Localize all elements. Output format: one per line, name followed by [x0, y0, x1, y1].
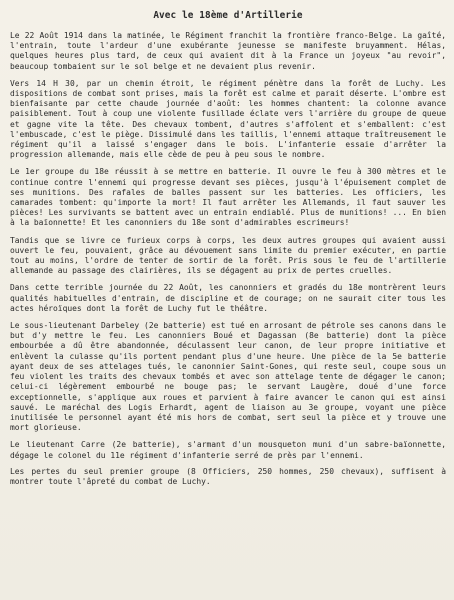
paragraph-lieutenant-carre: Le lieutenant Carre (2e batterie), s'armant d'un mousqueton muni d'un sabre-baïonnette, dégage le colonel du 11e régiment d'infanterie serré de près par l'ennemi.: [10, 440, 446, 460]
paragraph-other-groups: Tandis que se livre ce furieux corps à corps, les deux autres groupes qui avaient aussi ouvert le feu, pouvaient, grâce au dévouement sans limite du premier exécuter, en partie tout au moins, l'ordre de tenter de sortir de la forêt. Pris sous le feu de l'artillerie allemande au passage des clairières, ils se dégagent au prix de pertes cruelles.: [10, 235, 446, 276]
paragraph-losses: Les pertes du seul premier groupe (8 Officiers, 250 hommes, 250 chevaux), suffisent à montrer toute l'âpreté du combat de Luchy.: [10, 466, 446, 486]
paragraph-intro: Le 22 Août 1914 dans la matinée, le Régiment franchit la frontière franco-Belge. La gaîté, l'entrain, toute l'ardeur d'une exubérante jeunesse se manifeste bruyamment. Hélas, quelques heures plus tard, de ceux qui avaient dit à la France un joyeux "au revoir", beaucoup tombaient sur le sol belge et ne devaient plus revenir.: [10, 31, 446, 71]
paragraph-heroic-acts: Dans cette terrible journée du 22 Août, les canonniers et gradés du 18e montrèrent leurs qualités habituelles d'entrain, de discipline et de courage; on ne saurait citer tous les actes héroïques dont la forêt de Luchy fut le théâtre.: [10, 283, 446, 313]
page-title: Avec le 18ème d'Artillerie: [153, 10, 303, 21]
paragraph-individual-deeds: Le sous-lieutenant Darbeley (2e batterie) est tué en arrosant de pétrole ses canons dans le but d'y mettre le feu. Les canonniers Boué et Dagassan (8e batterie) dont la pièce embourbée a dû être abandonnée, déculassent leur canon, de leur propre initiative et enlèvent la culasse qu'ils portent pendant plus d'une heure. Une pièce de la 5e batterie ayant deux de ses attelages tués, le canonnier Saint-Gones, qui reste seul, coupe sous un feu violent les traits des chevaux tombés et avec son attelage tente de dégager le canon; celui-ci légèrement embourbé ne bouge pas; le servant Laugère, doué d'une force exceptionnelle, s'applique aux roues et parvient à faire avancer le canon qui est ainsi sauvé. Le maréchal des Logis Erhardt, agent de liaison au 3e groupe, voyant une pièce inutilisée le personnel ayant été mis hors de combat, sert seul la pièce et y trouve une mort glorieuse.: [10, 321, 446, 433]
paragraph-forest-ambush: Vers 14 H 30, par un chemin étroit, le régiment pénètre dans la forêt de Luchy. Les dispositions de combat sont prises, mais la forêt est calme et parait déserte. L'ombre est bienfaisante par cette chaude journée d'août: les hommes chantent: la colonne avance paisiblement. Tout à coup une violente fusillade éclate vers l'arrière du groupe de queue et gagne vite la tête. Des chevaux tombent, d'autres s'affolent et s'emballent: c'est l'embuscade, c'est le piège. Dissimulé dans les taillis, l'ennemi attaque traîtreusement le régiment qu'il a laissé s'engager dans le bois. L'infanterie essaie d'arrêter la progression allemande, mais elle cède de peu à peu sous le nombre.: [10, 78, 446, 160]
paragraph-first-group: Le 1er groupe du 18e réussit à se mettre en batterie. Il ouvre le feu à 300 mètres et le continue contre l'ennemi qui progresse devant ses pièces, jusqu'à l'épuisement complet de ses munitions. Des rafales de balles passent sur les batteries. Les officiers, les camarades tombent: qu'importe la mort! Il faut arrêter les Allemands, il faut sauver les pièces! Les survivants se battent avec un entrain endiablé. Plus de munitions! ... En bien à la baïonnette! Et les canonniers du 18e sont d'admirables escrimeurs!: [10, 167, 446, 228]
